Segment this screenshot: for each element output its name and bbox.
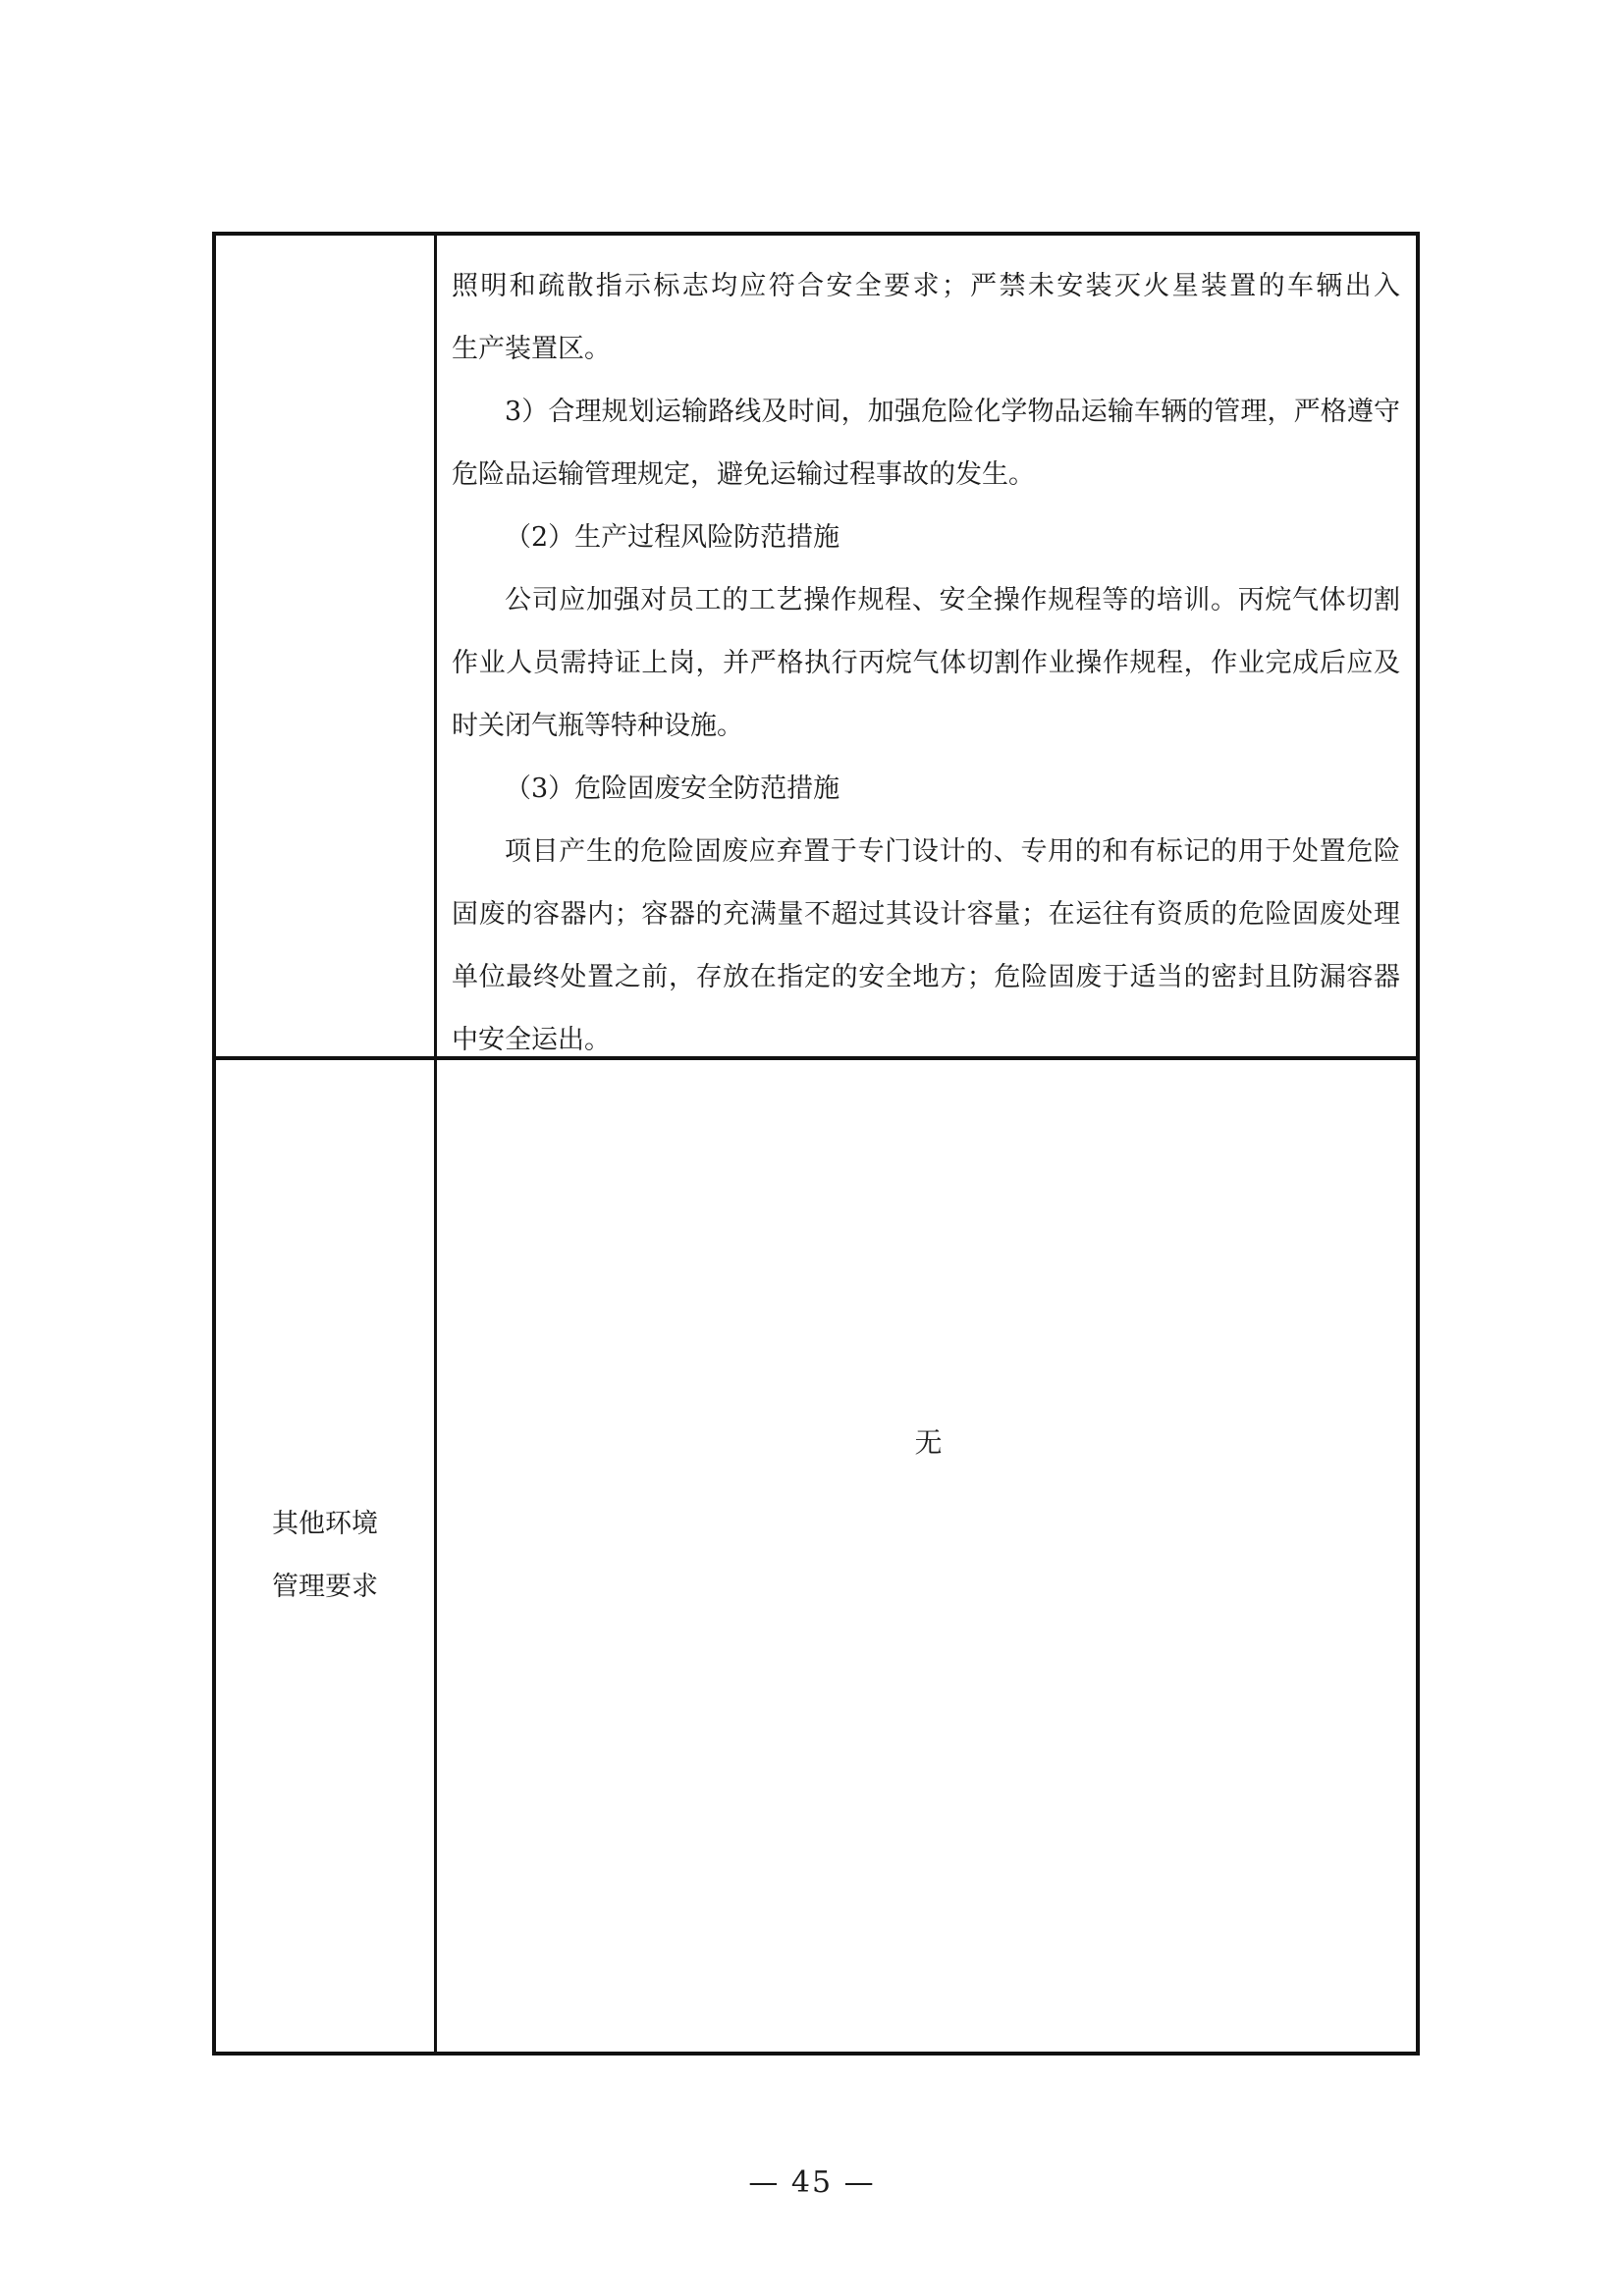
requirements-table: [212, 232, 1420, 2056]
transport-management-item: 3）合理规划运输路线及时间，加强危险化学物品运输车辆的管理，严格遵守危险品运输管理规定，避免运输过程事故的发生。: [452, 397, 1400, 490]
hazardous-waste-heading: （3）危险固废安全防范措施: [505, 774, 840, 804]
hazardous-waste-paragraph: 项目产生的危险固废应弃置于专门设计的、专用的和有标记的用于处置危险固废的容器内；容器的充满量不超过其设计容量；在运往有资质的危险固废处理单位最终处置之前，存放在指定的安全地方；危险固废于适当的密封且防漏容器中安全运出。: [452, 836, 1400, 1055]
page-number: — 45 —: [748, 2165, 876, 2200]
production-risk-paragraph: 公司应加强对员工的工艺操作规程、安全操作规程等的培训。丙烷气体切割作业人员需持证上岗，并严格执行丙烷气体切割作业操作规程，作业完成后应及时关闭气瓶等特种设施。: [452, 585, 1400, 741]
other-environmental-requirements-label: [216, 1493, 434, 1619]
risk-prevention-measures-cell: [452, 255, 1400, 1072]
continued-line-1: 照明和疏散指示标志均应符合安全要求；严禁未安装灭火星装置的车辆出入: [452, 271, 1400, 301]
column-divider: [434, 236, 437, 2052]
label-line-2: 管理要求: [272, 1572, 378, 1602]
other-environmental-requirements-value: 无: [914, 1426, 943, 1459]
production-risk-heading: （2）生产过程风险防范措施: [505, 522, 840, 553]
label-line-1: 其他环境: [272, 1509, 378, 1539]
continued-line-2: 生产装置区。: [452, 334, 611, 364]
